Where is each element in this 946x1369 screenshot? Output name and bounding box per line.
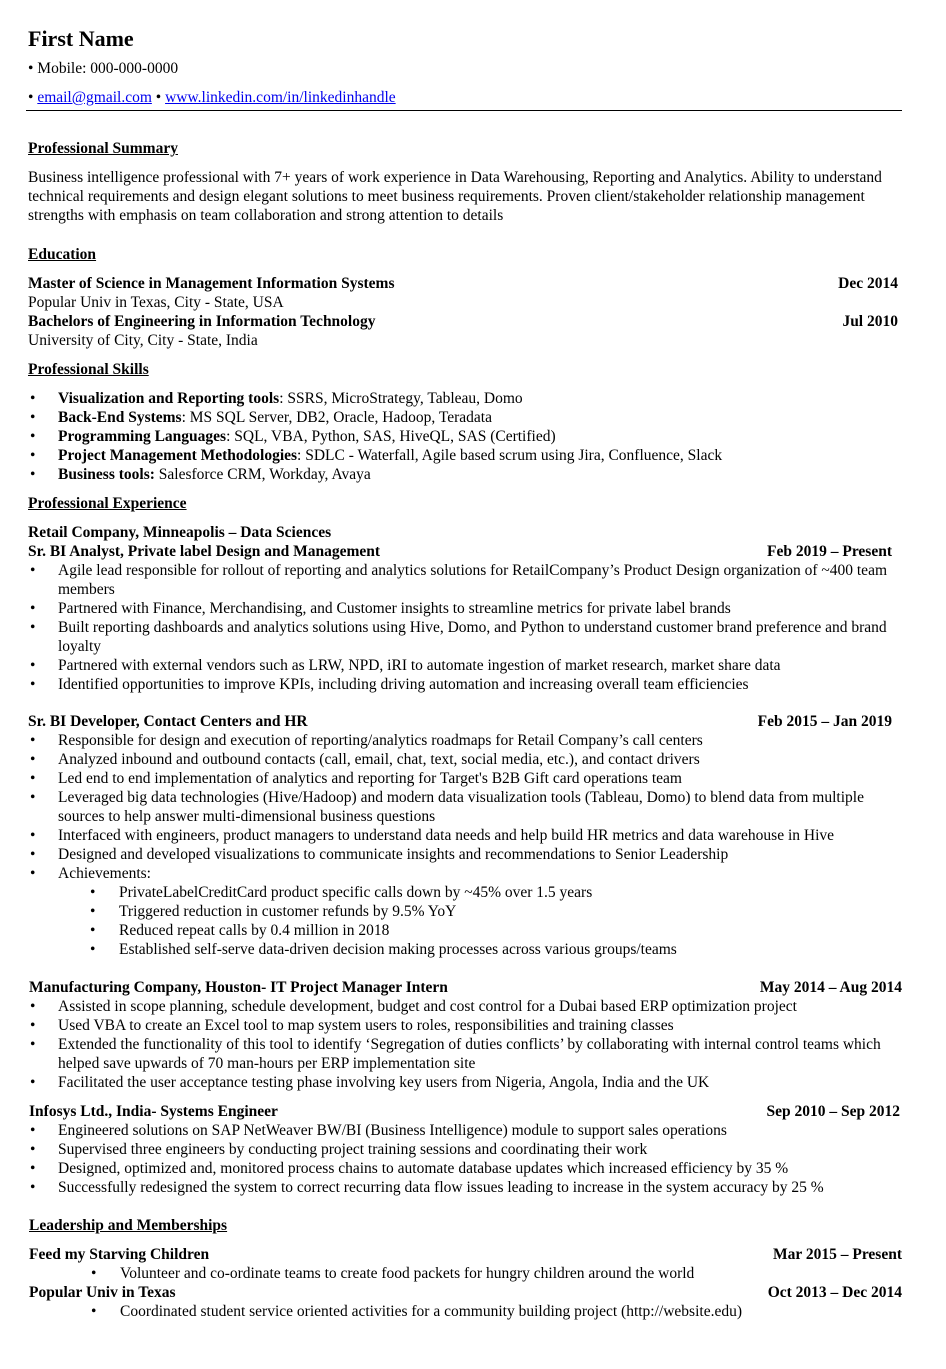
bullet-item: • Achievements: — [28, 864, 902, 883]
date: Dec 2014 — [838, 275, 898, 292]
bullet-item: • Designed, optimized and, monitored process chains to automate database updates which increased efficiency by 35 % — [28, 1159, 902, 1178]
leadership-bullet: • Coordinated student service oriented activities for a community building project (http://website.edu) — [29, 1302, 902, 1321]
skill-item: • Business tools: Salesforce CRM, Workday, Avaya — [28, 465, 902, 484]
bullet-item: • Analyzed inbound and outbound contacts (call, email, chat, text, social media, etc.), and contact drivers — [28, 750, 902, 769]
bullet-item: • Facilitated the user acceptance testing phase involving key users from Nigeria, Angola, India and the UK — [28, 1073, 902, 1092]
job-bullets — [28, 731, 902, 959]
job-bullets — [28, 1121, 902, 1197]
achievement-item: • Triggered reduction in customer refunds by 9.5% YoY — [28, 902, 902, 921]
degree: Bachelors of Engineering in Information Technology — [28, 313, 376, 330]
bullet-item: • Responsible for design and execution of reporting/analytics roadmaps for Retail Company’s call centers — [28, 731, 902, 750]
bullet-item: • Extended the functionality of this tool to identify ‘Segregation of duties conflicts’ by collaborating with internal control teams which helped save upwards of 70 man-hours per ERP implementation site — [28, 1035, 902, 1073]
mobile: • Mobile: 000-000-0000 — [28, 60, 179, 77]
email-link[interactable]: email@gmail.com — [37, 89, 152, 106]
bullet-item: • Interfaced with engineers, product managers to understand data needs and help build HR metrics and data warehouse in Hive — [28, 826, 902, 845]
section-title-summary: Professional Summary — [28, 140, 178, 157]
leadership-item: Feed my Starving Children Mar 2015 – Present — [29, 1246, 902, 1263]
degree: Master of Science in Management Information Systems — [28, 275, 395, 292]
bullet-item: • Leveraged big data technologies (Hive/Hadoop) and modern data visualization tools (Tableau, Domo) to blend data from multiple sources to help answer multi-dimensional business questions — [28, 788, 902, 826]
education-item — [28, 312, 898, 331]
contact-links — [28, 88, 396, 107]
achievement-item: • Established self-serve data-driven decision making processes across various groups/teams — [28, 940, 902, 959]
date: Jul 2010 — [842, 313, 898, 330]
section-title-leadership: Leadership and Memberships — [29, 1217, 228, 1234]
job-header: Manufacturing Company, Houston- IT Project Manager Intern May 2014 – Aug 2014 — [29, 979, 902, 996]
school: Popular Univ in Texas, City - State, USA — [28, 294, 284, 311]
job-header: Sr. BI Analyst, Private label Design and Management Feb 2019 – Present — [28, 543, 892, 560]
bullet-item: • Partnered with Finance, Merchandising, and Customer insights to streamline metrics for private label brands — [28, 599, 902, 618]
bullet-item: • Engineered solutions on SAP NetWeaver BW/BI (Business Intelligence) module to support sales operations — [28, 1121, 902, 1140]
summary-text: Business intelligence professional with 7+ years of work experience in Data Warehousing, Reporting and Analytics. Ability to understand technical requirements and design elegant solutions to meet business requirements. Proven client/stakeholder relationship management strengths with emphasis on team collaboration and strong attention to details — [28, 169, 882, 224]
linkedin-link[interactable]: www.linkedin.com/in/linkedinhandle — [165, 89, 396, 106]
header-divider — [26, 110, 902, 111]
bullet-item: • Identified opportunities to improve KPIs, including driving automation and increasing overall team efficiencies — [28, 675, 902, 694]
education-item — [28, 274, 898, 293]
skill-item: • Project Management Methodologies: SDLC - Waterfall, Agile based scrum using Jira, Confluence, Slack — [28, 446, 902, 465]
bullet: • — [28, 89, 38, 106]
skill-item: • Programming Languages: SQL, VBA, Python, SAS, HiveQL, SAS (Certified) — [28, 427, 902, 446]
bullet-item: • Agile lead responsible for rollout of reporting and analytics solutions for RetailCompany’s Product Design organization of ~400 team members — [28, 561, 902, 599]
bullet-item: • Built reporting dashboards and analytics solutions using Hive, Domo, and Python to understand customer brand preference and brand loyalty — [28, 618, 902, 656]
skill-item: • Back-End Systems: MS SQL Server, DB2, Oracle, Hadoop, Teradata — [28, 408, 902, 427]
job-header: Infosys Ltd., India- Systems Engineer Sep 2010 – Sep 2012 — [29, 1103, 900, 1120]
skill-item: • Visualization and Reporting tools: SSRS, MicroStrategy, Tableau, Domo — [28, 389, 902, 408]
section-title-education: Education — [28, 246, 97, 263]
section-title-experience: Professional Experience — [28, 495, 187, 512]
job-bullets — [28, 997, 902, 1092]
bullet-item: • Supervised three engineers by conducting project training sessions and coordinating their work — [28, 1140, 902, 1159]
bullet-item: • Partnered with external vendors such as LRW, NPD, iRI to automate ingestion of market research, market share data — [28, 656, 902, 675]
bullet-item: • Designed and developed visualizations to communicate insights and recommendations to Senior Leadership — [28, 845, 902, 864]
job-bullets — [28, 561, 902, 694]
achievement-item: • Reduced repeat calls by 0.4 million in 2018 — [28, 921, 902, 940]
bullet-item: • Assisted in scope planning, schedule development, budget and cost control for a Dubai based ERP optimization project — [28, 997, 902, 1016]
company: Retail Company, Minneapolis – Data Sciences — [28, 524, 332, 541]
section-title-skills: Professional Skills — [28, 361, 149, 378]
leadership-item: Popular Univ in Texas Oct 2013 – Dec 2014 — [29, 1284, 902, 1301]
job-header: Sr. BI Developer, Contact Centers and HR Feb 2015 – Jan 2019 — [28, 713, 892, 730]
separator: • — [151, 89, 166, 106]
candidate-name: First Name — [28, 26, 134, 51]
school: University of City, City - State, India — [28, 332, 258, 349]
bullet-item: • Successfully redesigned the system to correct recurring data flow issues leading to increase in the system accuracy by 25 % — [28, 1178, 902, 1197]
bullet-item: • Led end to end implementation of analytics and reporting for Target's B2B Gift card operations team — [28, 769, 902, 788]
bullet-item: • Used VBA to create an Excel tool to map system users to roles, responsibilities and training classes — [28, 1016, 902, 1035]
leadership-bullet: • Volunteer and co-ordinate teams to create food packets for hungry children around the world — [29, 1264, 902, 1283]
skills-list — [28, 389, 902, 484]
achievement-item: • PrivateLabelCreditCard product specific calls down by ~45% over 1.5 years — [28, 883, 902, 902]
